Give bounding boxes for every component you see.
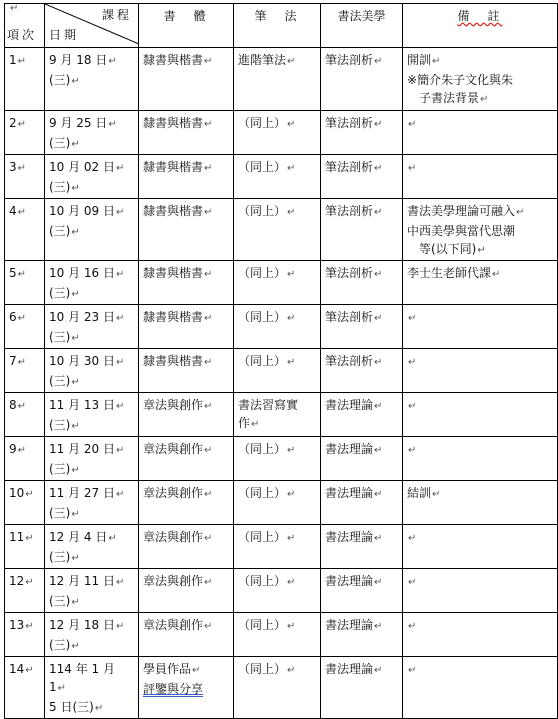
- cell-script: 章法與創作↵: [139, 569, 234, 613]
- paragraph-mark-icon: ↵: [10, 3, 22, 14]
- table-row: [5, 481, 558, 525]
- paragraph-mark-icon: ↵: [71, 641, 80, 652]
- paragraph-mark-icon: ↵: [25, 621, 34, 632]
- cell-remarks: 開訓↵ ※簡介朱子文化與朱 子書法背景↵: [403, 48, 558, 111]
- paragraph-mark-icon: ↵: [115, 163, 125, 174]
- paragraph-mark-icon: ↵: [71, 333, 80, 344]
- paragraph-mark-icon: ↵: [17, 163, 27, 174]
- paragraph-mark-icon: ↵: [408, 577, 417, 588]
- cell-technique: （同上）↵: [234, 481, 321, 525]
- paragraph-mark-icon: ↵: [204, 119, 213, 130]
- table-row: [5, 525, 558, 569]
- table-row: [5, 393, 558, 437]
- cell-aesthetics: 書法理論↵: [321, 613, 403, 657]
- cell-remarks: 結訓↵: [403, 481, 558, 525]
- paragraph-mark-icon: ↵: [71, 509, 80, 520]
- cell-script: 章法與創作↵: [139, 613, 234, 657]
- table-row: [5, 437, 558, 481]
- paragraph-mark-icon: ↵: [17, 313, 27, 324]
- paragraph-mark-icon: ↵: [374, 621, 383, 632]
- cell-script: 隸書與楷書↵: [139, 349, 234, 393]
- paragraph-mark-icon: ↵: [374, 401, 383, 412]
- cell-date: 9 月 25 日↵ (三)↵: [45, 111, 139, 155]
- paragraph-mark-icon: ↵: [287, 445, 296, 456]
- header-course-date: [45, 4, 139, 48]
- cell-aesthetics: 書法理論↵: [321, 481, 403, 525]
- paragraph-mark-icon: ↵: [71, 597, 80, 608]
- header-course-label: 課程: [101, 8, 132, 22]
- paragraph-mark-icon: ↵: [287, 621, 296, 632]
- cell-script: 隸書與楷書↵: [139, 305, 234, 349]
- cell-remarks: [403, 657, 558, 719]
- paragraph-mark-icon: ↵: [408, 533, 417, 544]
- cell-script: 隸書與楷書↵: [139, 261, 234, 305]
- cell-technique: （同上）↵: [234, 111, 321, 155]
- cell-technique: （同上）↵: [234, 569, 321, 613]
- paragraph-mark-icon: ↵: [204, 269, 213, 280]
- cell-remarks: 李士生老師代課↵: [403, 261, 558, 305]
- cell-remarks: [403, 349, 558, 393]
- paragraph-mark-icon: ↵: [204, 207, 213, 218]
- paragraph-mark-icon: ↵: [374, 163, 383, 174]
- cell-script: 隸書與楷書↵: [139, 199, 234, 261]
- paragraph-mark-icon: ↵: [374, 119, 383, 130]
- schedule-rows: [5, 48, 558, 719]
- cell-script: 學員作品↵ 評鑒與分享: [139, 657, 234, 719]
- cell-script: 章法與創作↵: [139, 481, 234, 525]
- header-technique: 筆 法: [234, 4, 321, 48]
- paragraph-mark-icon: ↵: [204, 163, 213, 174]
- cell-item-number: 5↵: [5, 261, 45, 305]
- cell-aesthetics: 筆法剖析↵: [321, 305, 403, 349]
- paragraph-mark-icon: ↵: [115, 577, 125, 588]
- paragraph-mark-icon: ↵: [374, 56, 383, 67]
- paragraph-mark-icon: ↵: [115, 269, 125, 280]
- paragraph-mark-icon: ↵: [432, 489, 441, 500]
- paragraph-mark-icon: ↵: [287, 207, 296, 218]
- paragraph-mark-icon: ↵: [17, 357, 27, 368]
- cell-script: 隸書與楷書↵: [139, 48, 234, 111]
- paragraph-mark-icon: ↵: [115, 621, 125, 632]
- cell-item-number: 9↵: [5, 437, 45, 481]
- paragraph-mark-icon: ↵: [17, 401, 27, 412]
- paragraph-mark-icon: ↵: [25, 489, 34, 500]
- paragraph-mark-icon: ↵: [287, 665, 296, 676]
- cell-technique: （同上）↵: [234, 199, 321, 261]
- paragraph-mark-icon: ↵: [492, 269, 501, 280]
- cell-aesthetics: 書法理論↵: [321, 657, 403, 719]
- paragraph-mark-icon: ↵: [287, 56, 296, 67]
- paragraph-mark-icon: ↵: [204, 401, 213, 412]
- paragraph-mark-icon: ↵: [251, 419, 260, 430]
- cell-technique: （同上）↵: [234, 349, 321, 393]
- cell-remarks: [403, 525, 558, 569]
- header-row: [5, 4, 558, 48]
- paragraph-mark-icon: ↵: [480, 94, 489, 105]
- cell-remarks: 書法美學理論可融入↵ 中西美學與當代思潮 等(以下同)↵: [403, 199, 558, 261]
- paragraph-mark-icon: ↵: [204, 357, 213, 368]
- paragraph-mark-icon: ↵: [287, 313, 296, 324]
- cell-script: 章法與創作↵: [139, 437, 234, 481]
- paragraph-mark-icon: ↵: [408, 163, 417, 174]
- cell-date: 10 月 09 日↵ (三)↵: [45, 199, 139, 261]
- cell-item-number: 1↵: [5, 48, 45, 111]
- cell-date: 12 月 18 日↵ (三)↵: [45, 613, 139, 657]
- paragraph-mark-icon: ↵: [408, 357, 417, 368]
- cell-item-number: 12↵: [5, 569, 45, 613]
- cell-remarks: [403, 393, 558, 437]
- paragraph-mark-icon: ↵: [374, 533, 383, 544]
- cell-technique: （同上）↵: [234, 305, 321, 349]
- paragraph-mark-icon: ↵: [374, 445, 383, 456]
- paragraph-mark-icon: ↵: [94, 703, 104, 714]
- cell-date: 11 月 13 日↵ (三)↵: [45, 393, 139, 437]
- table-row: [5, 199, 558, 261]
- cell-item-number: 6↵: [5, 305, 45, 349]
- cell-aesthetics: 筆法剖析↵: [321, 199, 403, 261]
- paragraph-mark-icon: ↵: [57, 683, 67, 694]
- cell-aesthetics: 書法理論↵: [321, 525, 403, 569]
- cell-technique: （同上）↵: [234, 261, 321, 305]
- header-item-label: 項次: [7, 28, 38, 42]
- table-row: [5, 613, 558, 657]
- cell-technique: （同上）↵: [234, 437, 321, 481]
- paragraph-mark-icon: ↵: [374, 313, 383, 324]
- cell-remarks: [403, 437, 558, 481]
- cell-technique: 進階筆法↵: [234, 48, 321, 111]
- paragraph-mark-icon: ↵: [71, 377, 80, 388]
- table-row: [5, 48, 558, 111]
- table-row: [5, 569, 558, 613]
- paragraph-mark-icon: ↵: [71, 289, 80, 300]
- cell-date: 11 月 20 日↵ (三)↵: [45, 437, 139, 481]
- paragraph-mark-icon: ↵: [71, 183, 80, 194]
- table-row: [5, 261, 558, 305]
- cell-aesthetics: 筆法剖析↵: [321, 349, 403, 393]
- paragraph-mark-icon: ↵: [374, 489, 383, 500]
- paragraph-mark-icon: ↵: [115, 207, 125, 218]
- paragraph-mark-icon: ↵: [287, 489, 296, 500]
- paragraph-mark-icon: ↵: [108, 533, 117, 544]
- cell-technique: （同上）↵: [234, 657, 321, 719]
- cell-item-number: 13↵: [5, 613, 45, 657]
- cell-date: 11 月 27 日↵ (三)↵: [45, 481, 139, 525]
- cell-item-number: 10↵: [5, 481, 45, 525]
- cell-date: 9 月 18 日↵ (三)↵: [45, 48, 139, 111]
- cell-item-number: 8↵: [5, 393, 45, 437]
- header-aesthetics: 書法美學: [321, 4, 403, 48]
- cell-technique: （同上）↵: [234, 525, 321, 569]
- paragraph-mark-icon: ↵: [71, 553, 80, 564]
- paragraph-mark-icon: ↵: [287, 269, 296, 280]
- paragraph-mark-icon: ↵: [408, 119, 417, 130]
- paragraph-mark-icon: ↵: [374, 665, 383, 676]
- header-item-number: [5, 4, 45, 48]
- paragraph-mark-icon: ↵: [17, 207, 27, 218]
- cell-item-number: 4↵: [5, 199, 45, 261]
- cell-date: 12 月 4 日↵ (三)↵: [45, 525, 139, 569]
- paragraph-mark-icon: ↵: [408, 313, 417, 324]
- cell-script: 章法與創作↵: [139, 525, 234, 569]
- cell-technique: （同上）↵: [234, 155, 321, 199]
- paragraph-mark-icon: ↵: [115, 357, 125, 368]
- paragraph-mark-icon: ↵: [204, 56, 213, 67]
- paragraph-mark-icon: ↵: [25, 665, 34, 676]
- paragraph-mark-icon: ↵: [115, 313, 125, 324]
- paragraph-mark-icon: ↵: [408, 445, 417, 456]
- course-schedule-table: [4, 3, 558, 719]
- header-date-label: 日期: [49, 28, 80, 42]
- cell-aesthetics: 筆法剖析↵: [321, 261, 403, 305]
- cell-item-number: 14↵: [5, 657, 45, 719]
- cell-item-number: 2↵: [5, 111, 45, 155]
- paragraph-mark-icon: ↵: [408, 621, 417, 632]
- paragraph-mark-icon: ↵: [374, 269, 383, 280]
- table-row: [5, 155, 558, 199]
- cell-date: 10 月 02 日↵ (三)↵: [45, 155, 139, 199]
- paragraph-mark-icon: ↵: [374, 357, 383, 368]
- cell-script: 章法與創作↵: [139, 393, 234, 437]
- cell-date: 10 月 16 日↵ (三)↵: [45, 261, 139, 305]
- paragraph-mark-icon: ↵: [71, 227, 80, 238]
- table-row: [5, 349, 558, 393]
- paragraph-mark-icon: ↵: [287, 119, 296, 130]
- cell-technique: （同上）↵: [234, 613, 321, 657]
- paragraph-mark-icon: ↵: [25, 577, 34, 588]
- cell-aesthetics: 書法理論↵: [321, 437, 403, 481]
- paragraph-mark-icon: ↵: [408, 401, 417, 412]
- cell-technique: 書法習寫實 作↵: [234, 393, 321, 437]
- cell-remarks: [403, 613, 558, 657]
- paragraph-mark-icon: ↵: [108, 119, 117, 130]
- paragraph-mark-icon: ↵: [204, 489, 213, 500]
- cell-remarks: [403, 155, 558, 199]
- paragraph-mark-icon: ↵: [287, 357, 296, 368]
- paragraph-mark-icon: ↵: [115, 445, 125, 456]
- paragraph-mark-icon: ↵: [115, 489, 125, 500]
- paragraph-mark-icon: ↵: [71, 421, 80, 432]
- cell-remarks: [403, 569, 558, 613]
- paragraph-mark-icon: ↵: [204, 313, 213, 324]
- paragraph-mark-icon: ↵: [477, 245, 486, 256]
- cell-remarks: [403, 111, 558, 155]
- paragraph-mark-icon: ↵: [204, 621, 213, 632]
- paragraph-mark-icon: ↵: [71, 465, 80, 476]
- paragraph-mark-icon: ↵: [108, 56, 117, 67]
- cell-script: 隸書與楷書↵: [139, 111, 234, 155]
- table-row: [5, 657, 558, 719]
- paragraph-mark-icon: ↵: [204, 533, 213, 544]
- paragraph-mark-icon: ↵: [25, 533, 34, 544]
- cell-item-number: 11↵: [5, 525, 45, 569]
- paragraph-mark-icon: ↵: [516, 207, 525, 218]
- paragraph-mark-icon: ↵: [115, 401, 125, 412]
- cell-aesthetics: 書法理論↵: [321, 569, 403, 613]
- cell-date: 10 月 30 日↵ (三)↵: [45, 349, 139, 393]
- paragraph-mark-icon: ↵: [17, 445, 27, 456]
- table-row: [5, 305, 558, 349]
- paragraph-mark-icon: ↵: [374, 577, 383, 588]
- header-remarks: 備 註: [403, 4, 558, 48]
- paragraph-mark-icon: ↵: [204, 577, 213, 588]
- cell-date: 10 月 23 日↵ (三)↵: [45, 305, 139, 349]
- paragraph-mark-icon: ↵: [374, 207, 383, 218]
- paragraph-mark-icon: ↵: [287, 533, 296, 544]
- paragraph-mark-icon: ↵: [192, 665, 201, 676]
- paragraph-mark-icon: ↵: [287, 577, 296, 588]
- header-script: 書 體: [139, 4, 234, 48]
- cell-aesthetics: 筆法剖析↵: [321, 155, 403, 199]
- paragraph-mark-icon: ↵: [408, 665, 417, 676]
- paragraph-mark-icon: ↵: [287, 163, 296, 174]
- paragraph-mark-icon: ↵: [432, 56, 441, 67]
- paragraph-mark-icon: ↵: [17, 269, 27, 280]
- cell-remarks: [403, 305, 558, 349]
- paragraph-mark-icon: ↵: [71, 139, 80, 150]
- cell-item-number: 7↵: [5, 349, 45, 393]
- cell-script: 隸書與楷書↵: [139, 155, 234, 199]
- cell-item-number: 3↵: [5, 155, 45, 199]
- paragraph-mark-icon: ↵: [17, 119, 27, 130]
- cell-aesthetics: 書法理論↵: [321, 393, 403, 437]
- paragraph-mark-icon: ↵: [71, 76, 80, 87]
- cell-date: 12 月 11 日↵ (三)↵: [45, 569, 139, 613]
- cell-date: 114 年 1 月 1↵ 5 日(三)↵: [45, 657, 139, 719]
- paragraph-mark-icon: ↵: [204, 445, 213, 456]
- paragraph-mark-icon: ↵: [17, 56, 27, 67]
- cell-aesthetics: 筆法剖析↵: [321, 111, 403, 155]
- table-row: [5, 111, 558, 155]
- cell-aesthetics: 筆法剖析↵: [321, 48, 403, 111]
